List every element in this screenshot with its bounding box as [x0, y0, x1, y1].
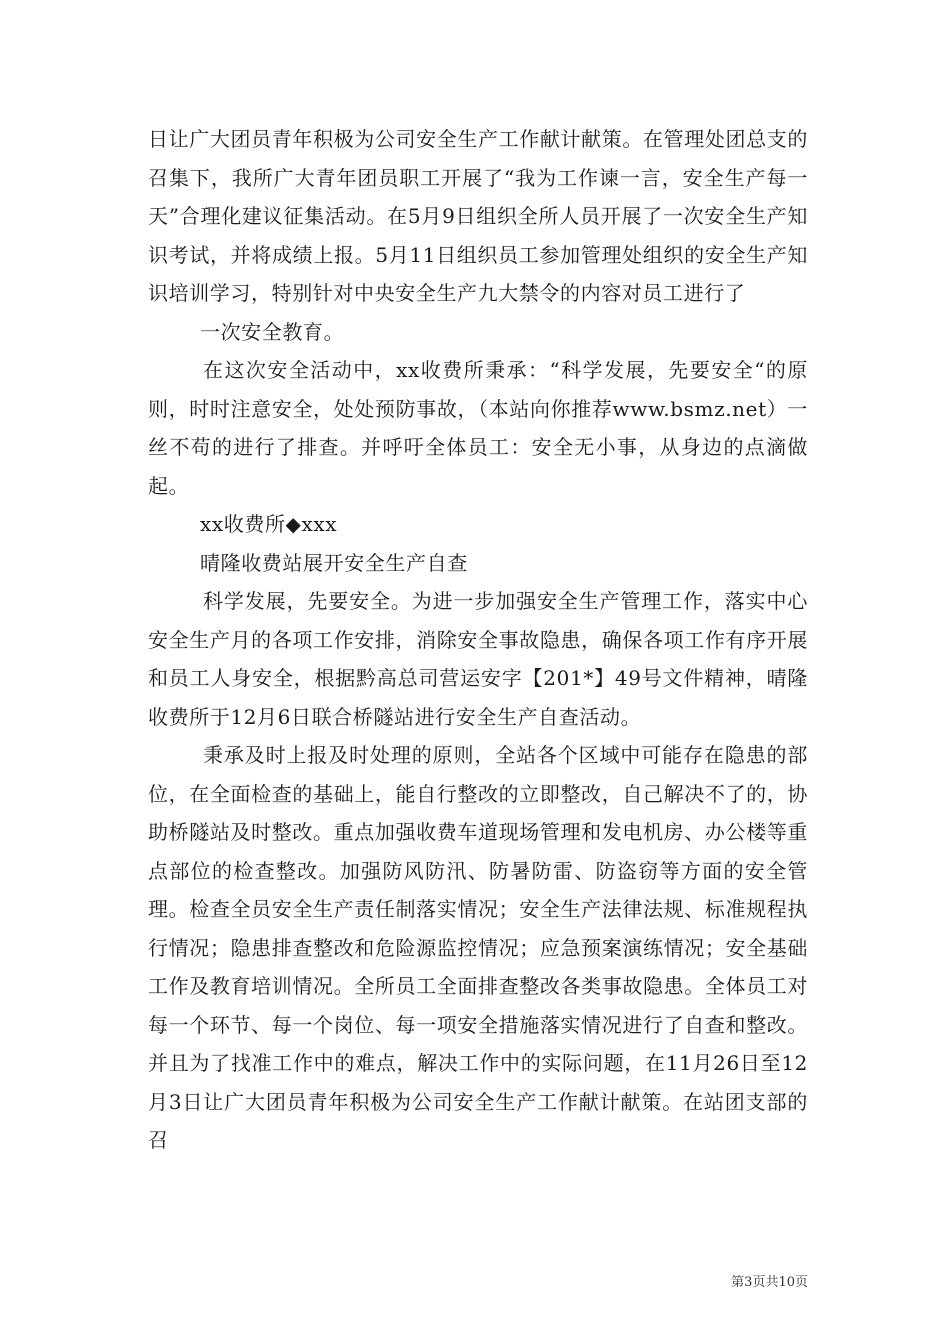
paragraph-safety-activity: 在这次安全活动中，xx收费所秉承：“科学发展，先要安全“的原则，时时注意安全，处处预防事故，（本站向你推荐www.bsmz.net）一丝不苟的进行了排查。并呼吁全体员工：安全无小事，从身边的点滴做起。: [148, 358, 808, 498]
paragraph-self-inspection: 科学发展，先要安全。为进一步加强安全生产管理工作，落实中心安全生产月的各项工作安排，消除安全事故隐患，确保各项工作有序开展和员工人身安全，根据黔高总司营运安字【201*】49号文件精神，晴隆收费所于12月6日联合桥隧站进行安全生产自查活动。: [148, 589, 808, 729]
document-body: [148, 120, 808, 1160]
paragraph-rectification: 秉承及时上报及时处理的原则，全站各个区域中可能存在隐患的部位，在全面检查的基础上，能自行整改的立即整改，自己解决不了的，协助桥隧站及时整改。重点加强收费车道现场管理和发电机房、办公楼等重点部位的检查整改。加强防风防汛、防暑防雷、防盗窃等方面的安全管理。检查全员安全生产责任制落实情况；安全生产法律法规、标准规程执行情况；隐患排查整改和危险源监控情况；应急预案演练情况；安全基础工作及教育培训情况。全所员工全面排查整改各类事故隐患。全体员工对每一个环节、每一个岗位、每一项安全措施落实情况进行了自查和整改。并且为了找准工作中的难点，解决工作中的实际问题，在11月26日至12月3日让广大团员青年积极为公司安全生产工作献计献策。在站团支部的召: [148, 743, 808, 1152]
page-number: 第3页共10页: [731, 1275, 808, 1290]
paragraph-signature: xx收费所◆xxx: [200, 512, 338, 536]
paragraph-continuation: 日让广大团员青年积极为公司安全生产工作献计献策。在管理处团总支的召集下，我所广大青年团员职工开展了“我为工作谏一言，安全生产每一天”合理化建议征集活动。在5月9日组织全所人员开展了一次安全生产知识考试，并将成绩上报。5月11日组织员工参加管理处组织的安全生产知识培训学习，特别针对中央安全生产九大禁令的内容对员工进行了: [148, 127, 808, 305]
paragraph-safety-education: 一次安全教育。: [200, 319, 345, 344]
section-heading: 晴隆收费站展开安全生产自查: [200, 550, 468, 575]
